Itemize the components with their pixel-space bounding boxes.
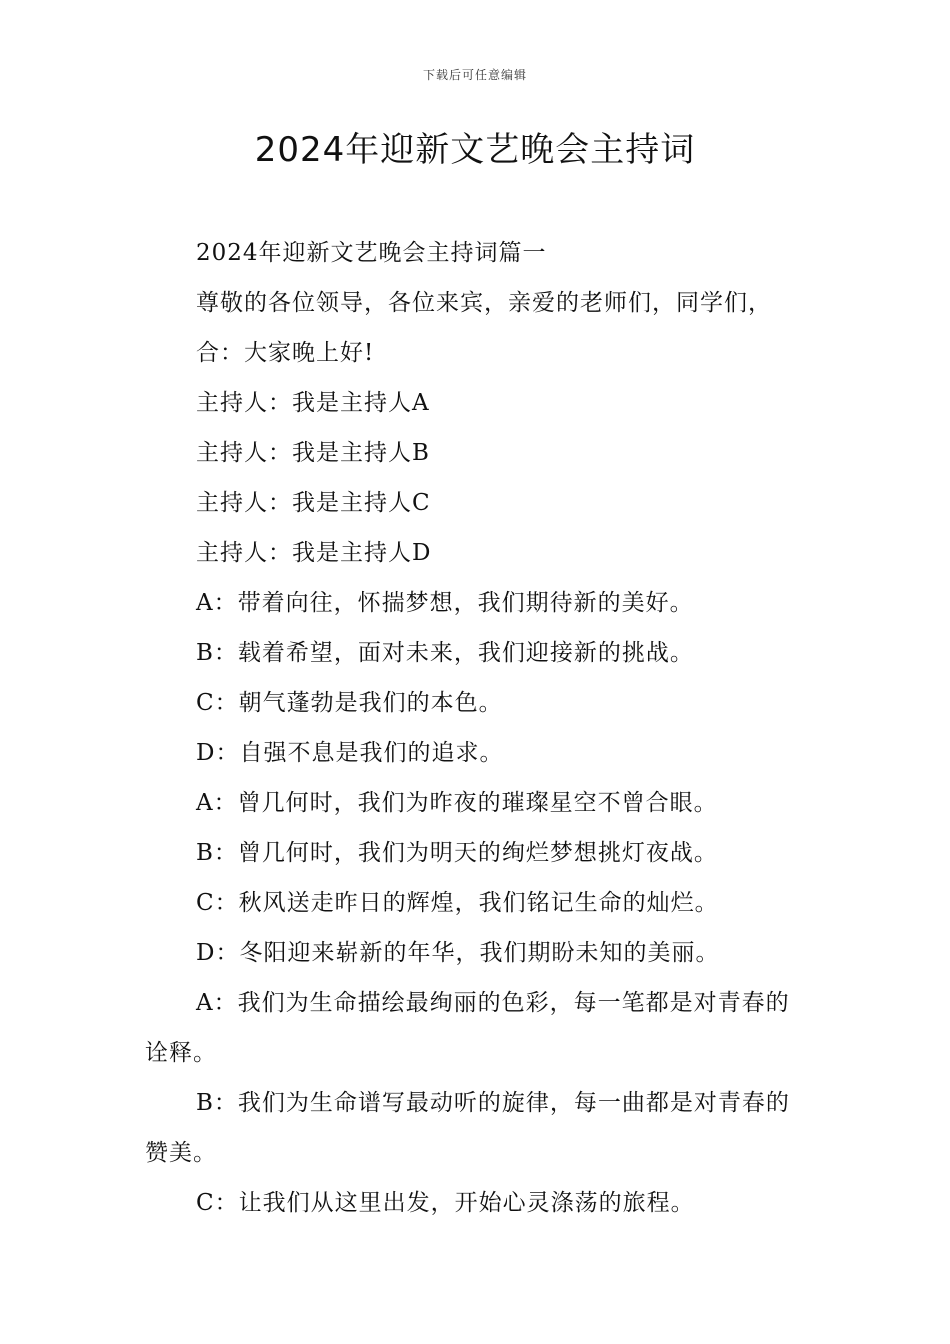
paragraph: A：曾几何时，我们为昨夜的璀璨星空不曾合眼。: [196, 790, 718, 816]
paragraph: 主持人：我是主持人B: [196, 440, 430, 466]
paragraph: A：我们为生命描绘最绚丽的色彩，每一笔都是对青春的诠释。: [145, 990, 790, 1066]
paragraph: D：冬阳迎来崭新的年华，我们期盼未知的美丽。: [196, 940, 720, 966]
paragraph: 主持人：我是主持人C: [196, 490, 431, 516]
paragraph: A：带着向往，怀揣梦想，我们期待新的美好。: [196, 590, 694, 616]
paragraph: C：让我们从这里出发，开始心灵涤荡的旅程。: [196, 1190, 695, 1216]
header-note: 下载后可任意编辑: [422, 68, 527, 82]
paragraph: 合：大家晚上好!: [196, 340, 375, 366]
paragraph: 尊敬的各位领导，各位来宾，亲爱的老师们，同学们，: [196, 290, 772, 316]
paragraph: 主持人：我是主持人A: [196, 390, 430, 416]
paragraph: B：曾几何时，我们为明天的绚烂梦想挑灯夜战。: [196, 840, 718, 866]
paragraph: C：秋风送走昨日的辉煌，我们铭记生命的灿烂。: [196, 890, 719, 916]
paragraph: C：朝气蓬勃是我们的本色。: [196, 690, 503, 716]
paragraph: 2024年迎新文艺晚会主持词篇一: [196, 240, 547, 266]
paragraph: D：自强不息是我们的追求。: [196, 740, 504, 766]
document-body: [145, 228, 810, 1228]
paragraph: B：载着希望，面对未来，我们迎接新的挑战。: [196, 640, 694, 666]
document-title: 2024年迎新文艺晚会主持词: [254, 130, 696, 170]
paragraph: 主持人：我是主持人D: [196, 540, 432, 566]
paragraph: B：我们为生命谱写最动听的旋律，每一曲都是对青春的赞美。: [145, 1090, 790, 1166]
